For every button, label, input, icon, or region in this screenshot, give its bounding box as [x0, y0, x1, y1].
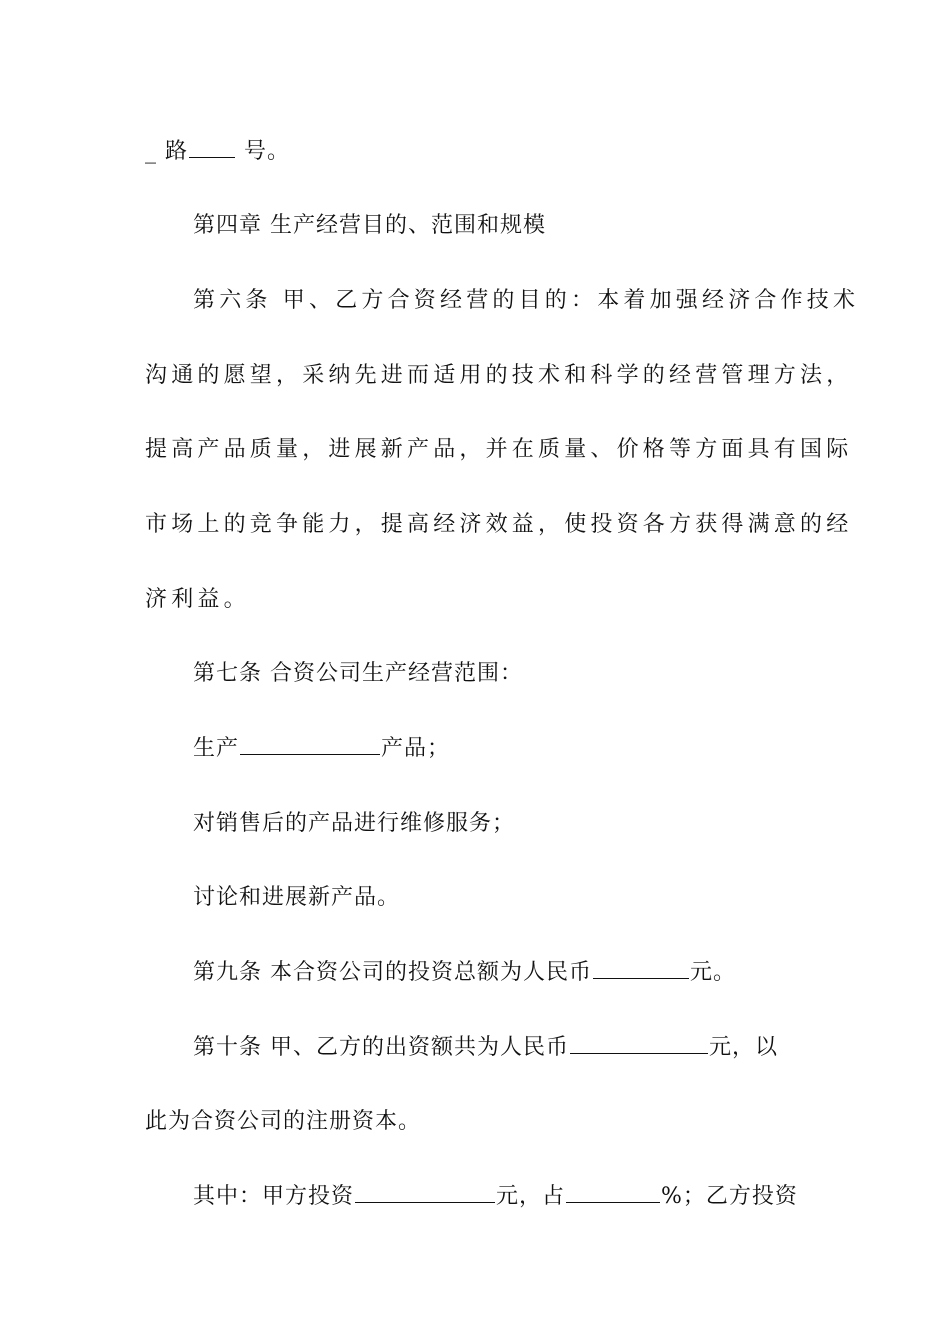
party-a-percentage-blank: [566, 1182, 660, 1203]
article-7-heading: 第七条 合资公司生产经营范围：: [193, 661, 523, 686]
new-product-line: 讨论和进展新产品。: [193, 885, 401, 910]
address-road-text: _ 路: [145, 139, 188, 164]
address-line: [145, 137, 815, 167]
article-10-text: 第十条 甲、乙方的出资额共为人民币: [193, 1035, 569, 1060]
article-6-line-2: 沟通的愿望，采纳先进而适用的技术和科学的经营管理方法，: [145, 363, 853, 388]
product-suffix: 产品；: [381, 736, 451, 761]
maintenance-service-line: 对销售后的产品进行维修服务；: [193, 811, 516, 836]
article-9-line: [193, 958, 815, 988]
article-10-line-2: 此为合资公司的注册资本。: [145, 1109, 422, 1134]
party-b-investment-label: %；乙方投资: [661, 1184, 798, 1209]
party-a-share-label: 元，占: [496, 1184, 566, 1209]
chapter-heading: 第四章 生产经营目的、范围和规模: [193, 213, 546, 238]
house-number-blank: [189, 137, 235, 158]
production-scope-line: [193, 734, 815, 764]
party-a-investment-label: 其中：甲方投资: [193, 1184, 355, 1209]
address-number-text: 号。: [244, 139, 291, 164]
article-6-line-3: 提高产品质量，进展新产品，并在质量、价格等方面具有国际: [145, 437, 853, 462]
article-9-suffix: 元。: [690, 960, 737, 985]
production-label: 生产: [193, 736, 240, 761]
party-a-investment-blank: [355, 1182, 495, 1203]
article-6-line-1: 第六条 甲、乙方合资经营的目的：本着加强经济合作技术: [193, 288, 860, 313]
article-6-line-4: 市场上的竞争能力，提高经济效益，使投资各方获得满意的经: [145, 512, 853, 537]
investment-breakdown-line: [193, 1182, 815, 1212]
product-name-blank: [240, 734, 380, 755]
article-10-line-1: [193, 1033, 815, 1063]
article-10-suffix: 元，以: [709, 1035, 779, 1060]
article-6-line-5: 济利益。: [145, 587, 250, 612]
article-9-text: 第九条 本合资公司的投资总额为人民币: [193, 960, 592, 985]
total-investment-blank: [593, 958, 689, 979]
capital-contribution-blank: [570, 1033, 708, 1054]
